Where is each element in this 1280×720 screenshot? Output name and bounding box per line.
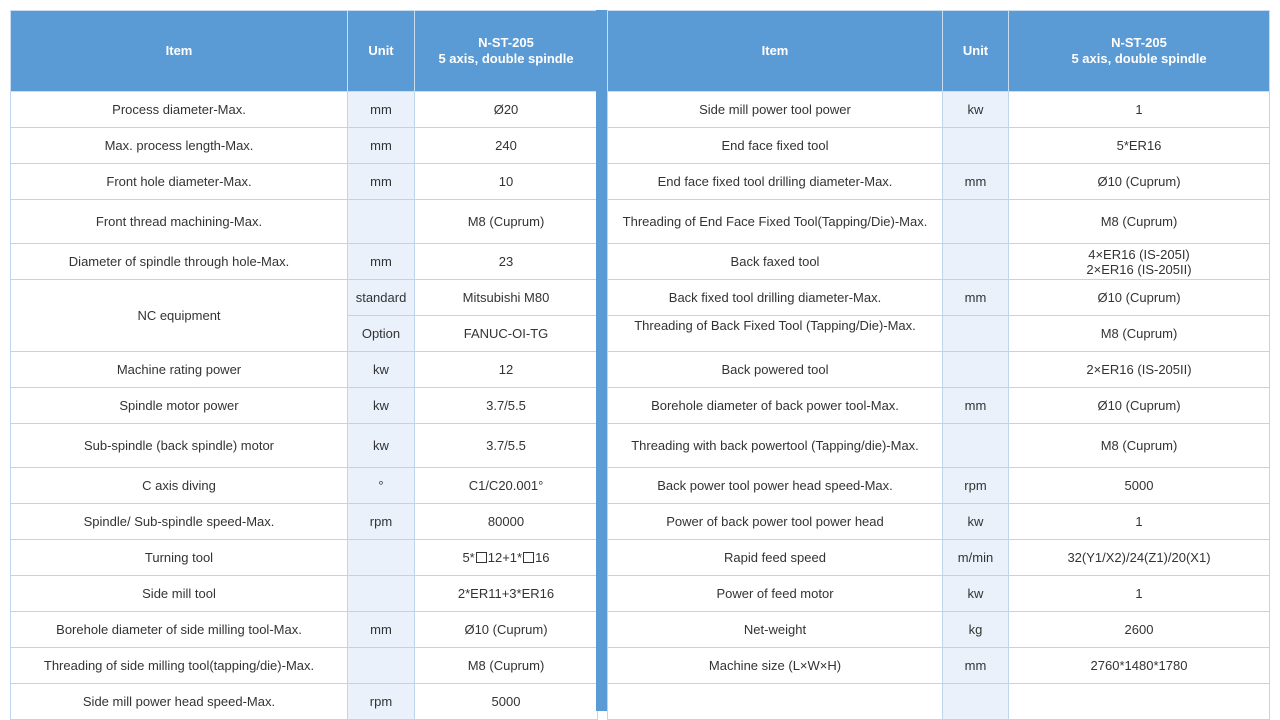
table-row [608,424,1270,468]
value-cell: M8 (Cuprum) [1009,316,1270,352]
value-cell: 12 [415,352,598,388]
table-row [608,280,1270,316]
unit-cell: kw [348,352,415,388]
header-model [415,11,598,92]
unit-cell: mm [348,164,415,200]
item-cell: Side mill power head speed-Max. [11,684,348,720]
item-cell: End face fixed tool [608,128,943,164]
header-model-desc: 5 axis, double spindle [438,51,574,66]
item-cell: C axis diving [11,468,348,504]
value-cell: M8 (Cuprum) [1009,200,1270,244]
header-item: Item [11,11,348,92]
item-cell: Borehole diameter of back power tool-Max. [608,388,943,424]
value-cell: 32(Y1/X2)/24(Z1)/20(X1) [1009,540,1270,576]
item-cell: Side mill tool [11,576,348,612]
table-row [608,684,1270,720]
unit-cell [943,244,1009,280]
unit-cell: kw [348,424,415,468]
item-cell: Back fixed tool drilling diameter-Max. [608,280,943,316]
spec-sheet [10,10,1269,711]
value-cell [415,540,598,576]
item-cell: Back faxed tool [608,244,943,280]
unit-cell [943,684,1009,720]
unit-cell: kw [943,576,1009,612]
table-row [11,540,598,576]
value-cell: 23 [415,244,598,280]
unit-cell: mm [348,612,415,648]
value-cell: 80000 [415,504,598,540]
table-row [608,164,1270,200]
item-cell: Borehole diameter of side milling tool-Max. [11,612,348,648]
unit-cell [943,200,1009,244]
unit-cell: mm [348,244,415,280]
square-icon [476,552,487,563]
table-row [11,200,598,244]
header-item: Item [608,11,943,92]
unit-cell: mm [943,648,1009,684]
unit-cell: kw [348,388,415,424]
table-row [608,540,1270,576]
item-cell: Process diameter-Max. [11,92,348,128]
table-row [11,612,598,648]
header-unit: Unit [943,11,1009,92]
spec-table-left [10,10,598,720]
table-row [608,128,1270,164]
header-row [11,11,598,92]
value-cell: 240 [415,128,598,164]
value-part: 12+1* [487,550,523,565]
table-row [11,468,598,504]
header-model [1009,11,1270,92]
item-cell: Machine size (L×W×H) [608,648,943,684]
item-cell [608,684,943,720]
table-row [11,388,598,424]
unit-cell: ° [348,468,415,504]
item-text: Threading of Back Fixed Tool (Tapping/Die)-Max. [634,318,916,333]
value-part: 16 [535,550,550,565]
unit-cell [943,128,1009,164]
value-cell: M8 (Cuprum) [415,648,598,684]
item-cell: Turning tool [11,540,348,576]
value-cell: 3.7/5.5 [415,424,598,468]
item-cell: Max. process length-Max. [11,128,348,164]
table-row [11,504,598,540]
value-cell: 5*ER16 [1009,128,1270,164]
value-cell: 1 [1009,504,1270,540]
table-row [11,424,598,468]
unit-cell [943,352,1009,388]
item-cell: Power of back power tool power head [608,504,943,540]
table-row [11,352,598,388]
header-model-desc: 5 axis, double spindle [1071,51,1207,66]
item-cell: Power of feed motor [608,576,943,612]
table-row [608,388,1270,424]
item-cell: Threading of End Face Fixed Tool(Tapping/Die)-Max. [608,200,943,244]
item-cell: Back power tool power head speed-Max. [608,468,943,504]
value-cell: FANUC-OI-TG [415,316,598,352]
unit-cell: rpm [348,684,415,720]
value-cell: Mitsubishi M80 [415,280,598,316]
table-row [608,648,1270,684]
unit-cell: Option [348,316,415,352]
unit-cell [348,648,415,684]
table-row [11,92,598,128]
value-part: 5* [462,550,475,565]
value-cell: Ø10 (Cuprum) [1009,388,1270,424]
table-row [608,576,1270,612]
unit-cell: m/min [943,540,1009,576]
value-cell: M8 (Cuprum) [415,200,598,244]
value-cell: M8 (Cuprum) [1009,424,1270,468]
header-unit: Unit [348,11,415,92]
value-cell: Ø10 (Cuprum) [1009,164,1270,200]
value-line: 4×ER16 (IS-205I) [1088,246,1190,262]
unit-cell: rpm [348,504,415,540]
table-row [608,244,1270,280]
unit-cell [348,200,415,244]
table-row [11,280,598,316]
item-cell: Front hole diameter-Max. [11,164,348,200]
unit-cell [348,576,415,612]
header-row [608,11,1270,92]
spec-table-right [607,10,1270,720]
unit-cell: mm [943,280,1009,316]
table-row [11,684,598,720]
unit-cell: mm [943,164,1009,200]
item-cell: Sub-spindle (back spindle) motor [11,424,348,468]
table-row [608,504,1270,540]
table-row [11,576,598,612]
unit-cell: kw [943,504,1009,540]
value-cell: 5000 [1009,468,1270,504]
value-line: 2×ER16 (IS-205II) [1086,261,1192,277]
unit-cell [348,540,415,576]
item-cell: Side mill power tool power [608,92,943,128]
table-row [608,352,1270,388]
value-cell: 5000 [415,684,598,720]
unit-cell: mm [348,128,415,164]
table-row [11,244,598,280]
item-cell: Net-weight [608,612,943,648]
unit-cell [943,316,1009,352]
unit-cell: standard [348,280,415,316]
header-model-name: N-ST-205 [478,35,534,50]
unit-cell: mm [943,388,1009,424]
item-cell: NC equipment [11,280,348,352]
value-cell: 2*ER11+3*ER16 [415,576,598,612]
table-row [11,128,598,164]
item-cell: Threading of side milling tool(tapping/die)-Max. [11,648,348,684]
value-cell [1009,244,1270,280]
table-row [11,648,598,684]
value-cell: Ø10 (Cuprum) [1009,280,1270,316]
unit-cell: kw [943,92,1009,128]
value-cell: 3.7/5.5 [415,388,598,424]
item-cell: Rapid feed speed [608,540,943,576]
table-row [608,92,1270,128]
value-cell: 1 [1009,92,1270,128]
item-cell: Back powered tool [608,352,943,388]
value-cell: 2760*1480*1780 [1009,648,1270,684]
table-row [608,316,1270,352]
unit-cell [943,424,1009,468]
header-model-name: N-ST-205 [1111,35,1167,50]
table-row [608,612,1270,648]
item-cell: Threading with back powertool (Tapping/die)-Max. [608,424,943,468]
value-cell: C1/C20.001° [415,468,598,504]
table-row [608,200,1270,244]
item-cell: Spindle motor power [11,388,348,424]
value-cell: 2600 [1009,612,1270,648]
item-cell: Front thread machining-Max. [11,200,348,244]
square-icon [523,552,534,563]
item-cell: End face fixed tool drilling diameter-Max. [608,164,943,200]
unit-cell: kg [943,612,1009,648]
item-cell: Machine rating power [11,352,348,388]
unit-cell: mm [348,92,415,128]
table-row [11,164,598,200]
value-cell: Ø10 (Cuprum) [415,612,598,648]
value-cell: Ø20 [415,92,598,128]
value-cell: 10 [415,164,598,200]
value-cell [1009,684,1270,720]
table-row [608,468,1270,504]
item-cell [608,316,943,352]
unit-cell: rpm [943,468,1009,504]
item-cell: Diameter of spindle through hole-Max. [11,244,348,280]
value-cell: 2×ER16 (IS-205II) [1009,352,1270,388]
item-cell: Spindle/ Sub-spindle speed-Max. [11,504,348,540]
value-cell: 1 [1009,576,1270,612]
